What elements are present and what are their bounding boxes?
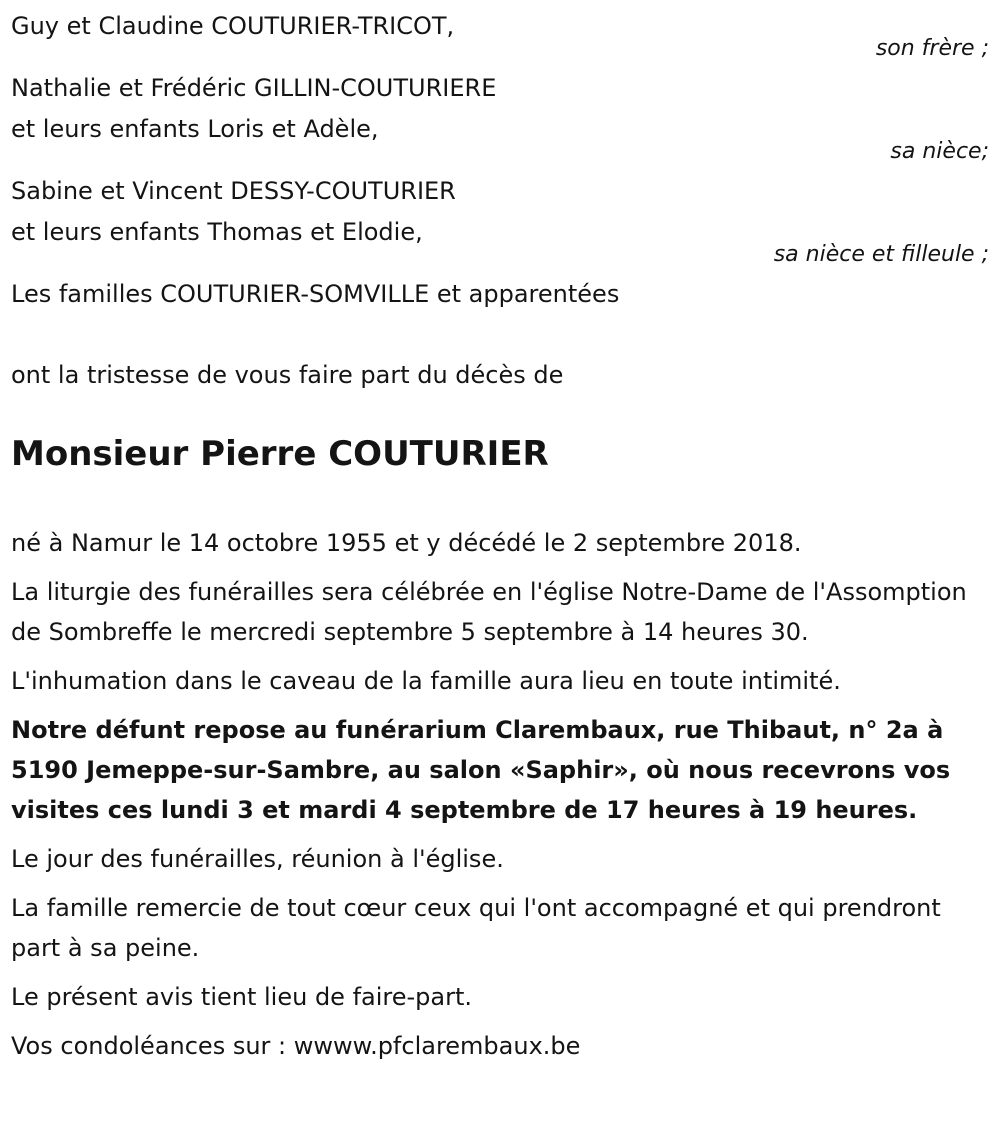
condolences-paragraph: Vos condoléances sur : wwww.pfclarembaux.be [11, 1032, 581, 1060]
family-line: Les familles COUTURIER-SOMVILLE et apparentées [11, 280, 620, 308]
birth-death-paragraph: né à Namur le 14 octobre 1955 et y décédé le 2 septembre 2018. [11, 529, 802, 557]
announcement-text: ont la tristesse de vous faire part du décès de [11, 361, 564, 389]
family-line: et leurs enfants Loris et Adèle, [11, 115, 379, 143]
family-relation: son frère ; [875, 36, 989, 61]
notice-body [11, 523, 989, 1066]
family-line: et leurs enfants Thomas et Elodie, [11, 218, 423, 246]
family-relation: sa nièce et filleule ; [773, 242, 989, 267]
family-line: Sabine et Vincent DESSY-COUTURIER [11, 177, 456, 205]
family-relation: sa nièce; [890, 139, 989, 164]
thanks-paragraph: La famille remercie de tout cœur ceux qui l'ont accompagné et qui prendront part à sa peine. [11, 894, 941, 962]
burial-paragraph: L'inhumation dans le caveau de la famille aura lieu en toute intimité. [11, 667, 841, 695]
funeral-meeting-paragraph: Le jour des funérailles, réunion à l'église. [11, 845, 504, 873]
notice-note-paragraph: Le présent avis tient lieu de faire-part. [11, 983, 473, 1011]
visitation-paragraph: Notre défunt repose au funérarium Clarembaux, rue Thibaut, n° 2a à 5190 Jemeppe-sur-Sambre, au salon «Saphir», où nous recevrons vos visites ces lundi 3 et mardi 4 septembre de 17 heures à 19 heures. [11, 716, 951, 824]
liturgy-paragraph: La liturgie des funérailles sera célébrée en l'église Notre-Dame de l'Assomption de Sombreffe le mercredi septembre 5 septembre à 14 heures 30. [11, 578, 967, 646]
family-line: Nathalie et Frédéric GILLIN-COUTURIERE [11, 74, 497, 102]
family-line: Guy et Claudine COUTURIER-TRICOT, [11, 12, 455, 40]
deceased-name: Monsieur Pierre COUTURIER [11, 434, 549, 474]
